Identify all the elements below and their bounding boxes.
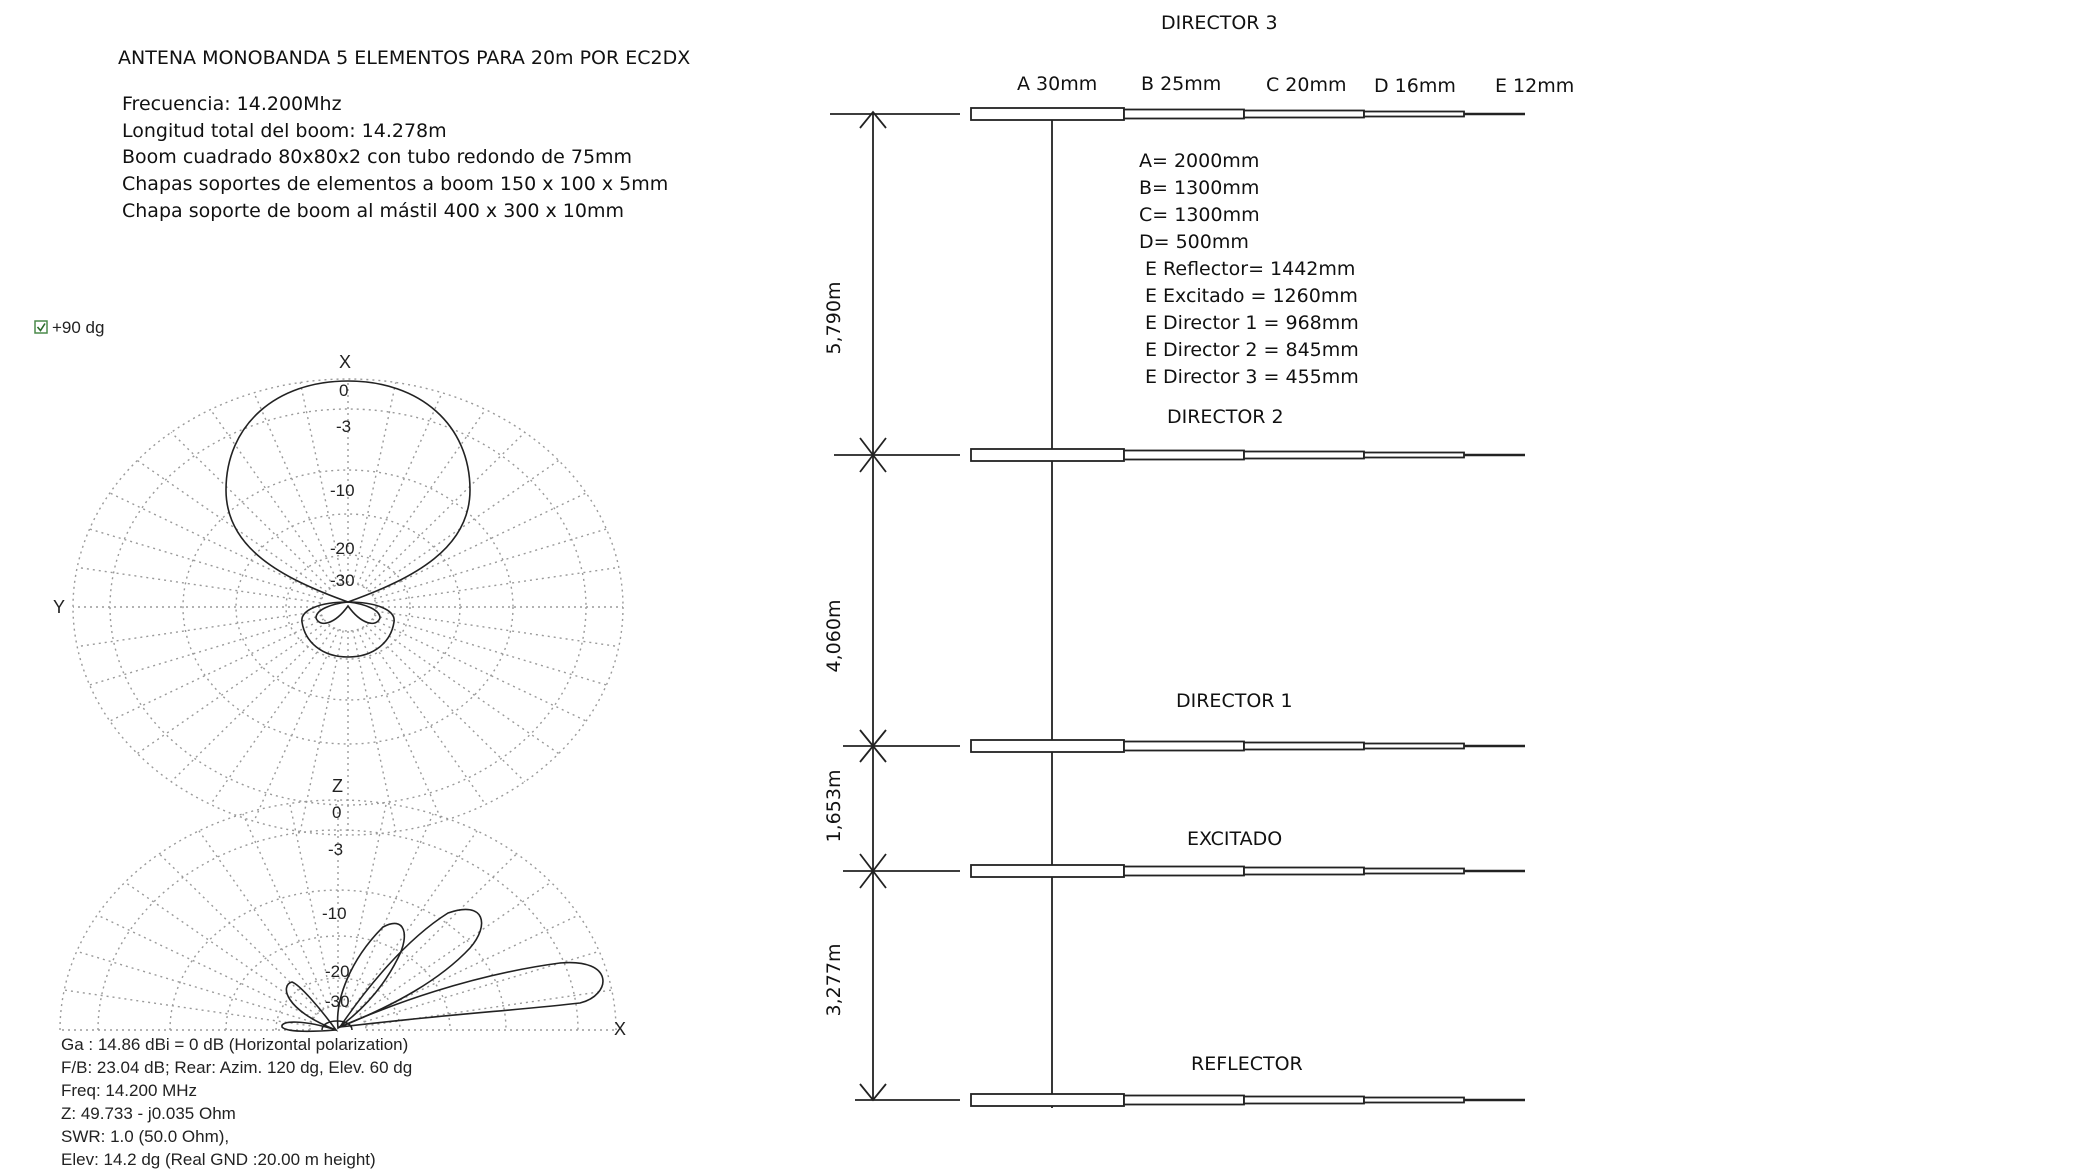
azimuth-ring-3: -3 (336, 417, 352, 436)
length-a: A= 2000mm (1139, 150, 1260, 172)
spacing-d3-d2: 5,790m (823, 281, 845, 355)
elevation-axis-x: X (614, 1019, 627, 1039)
spec-boom-length: Longitud total del boom: 14.278m (122, 120, 447, 142)
stat-impedance: Z: 49.733 - j0.035 Ohm (61, 1104, 236, 1123)
elevation-axis-z: Z (332, 776, 343, 796)
page-title: ANTENA MONOBANDA 5 ELEMENTOS PARA 20m POR EC2DX (118, 47, 691, 69)
stat-fb: F/B: 23.04 dB; Rear: Azim. 120 dg, Elev. 60 dg (61, 1058, 413, 1077)
tube-label-e: E 12mm (1495, 75, 1575, 97)
element-director-2 (971, 449, 1525, 461)
azimuth-axis-y: Y (53, 597, 66, 617)
tube-label-b: B 25mm (1141, 73, 1222, 95)
azimuth-inner-lobe (316, 602, 380, 623)
element-label-excitado: EXCITADO (1187, 828, 1283, 850)
length-e-director-2: E Director 2 = 845mm (1145, 339, 1359, 361)
antenna-layout (823, 12, 1574, 1108)
element-director-3 (971, 108, 1525, 120)
spec-element-plates: Chapas soportes de elementos a boom 150 x 100 x 5mm (122, 173, 669, 195)
stat-elev: Elev: 14.2 dg (Real GND :20.00 m height) (61, 1150, 376, 1169)
length-c: C= 1300mm (1139, 204, 1260, 226)
elevation-ring-3: -3 (328, 840, 344, 859)
azimuth-ring-0: 0 (339, 381, 349, 400)
elevation-ring-20: -20 (325, 962, 350, 981)
spec-mast-plate: Chapa soporte de boom al mástil 400 x 300 x 10mm (122, 200, 624, 222)
elevation-ring-30: -30 (325, 992, 350, 1011)
azimuth-ring-30: -30 (330, 571, 355, 590)
spacing-d1-excitado: 1,653m (823, 769, 845, 843)
length-e-excitado: E Excitado = 1260mm (1145, 285, 1358, 307)
length-e-reflector: E Reflector= 1442mm (1145, 258, 1356, 280)
azimuth-ring-20: -20 (330, 539, 355, 558)
spacing-excitado-reflector: 3,277m (823, 943, 845, 1017)
stat-gain: Ga : 14.86 dBi = 0 dB (Horizontal polarization) (61, 1035, 409, 1054)
elevation-main-lobe (340, 963, 603, 1027)
element-label-director-1: DIRECTOR 1 (1176, 690, 1293, 712)
tube-label-c: C 20mm (1266, 74, 1347, 96)
stat-swr: SWR: 1.0 (50.0 Ohm), (61, 1127, 230, 1146)
azimuth-ring-10: -10 (330, 481, 355, 500)
stat-freq: Freq: 14.200 MHz (61, 1081, 198, 1100)
antenna-stats (61, 1035, 412, 1169)
elevation-ring-0: 0 (332, 803, 342, 822)
spec-boom-type: Boom cuadrado 80x80x2 con tubo redondo de 75mm (122, 146, 633, 168)
elevation-ring-10: -10 (322, 904, 347, 923)
plus90-checkbox[interactable] (35, 318, 104, 337)
element-excitado (971, 865, 1525, 877)
elevation-plot (60, 776, 626, 1039)
spacing-d2-d1: 4,060m (823, 599, 845, 673)
length-b: B= 1300mm (1139, 177, 1260, 199)
azimuth-plot (53, 352, 623, 835)
azimuth-axis-x: X (339, 352, 352, 372)
element-reflector (971, 1094, 1525, 1106)
length-e-director-1: E Director 1 = 968mm (1145, 312, 1359, 334)
element-label-director-3: DIRECTOR 3 (1161, 12, 1278, 34)
checkbox-label: +90 dg (52, 318, 105, 337)
tube-label-a: A 30mm (1017, 73, 1098, 95)
element-label-director-2: DIRECTOR 2 (1167, 406, 1284, 428)
length-d: D= 500mm (1139, 231, 1249, 253)
tube-label-d: D 16mm (1374, 75, 1456, 97)
spec-frequency: Frecuencia: 14.200Mhz (122, 93, 342, 115)
length-e-director-3: E Director 3 = 455mm (1145, 366, 1359, 388)
element-director-1 (971, 740, 1525, 752)
element-label-reflector: REFLECTOR (1191, 1053, 1303, 1075)
